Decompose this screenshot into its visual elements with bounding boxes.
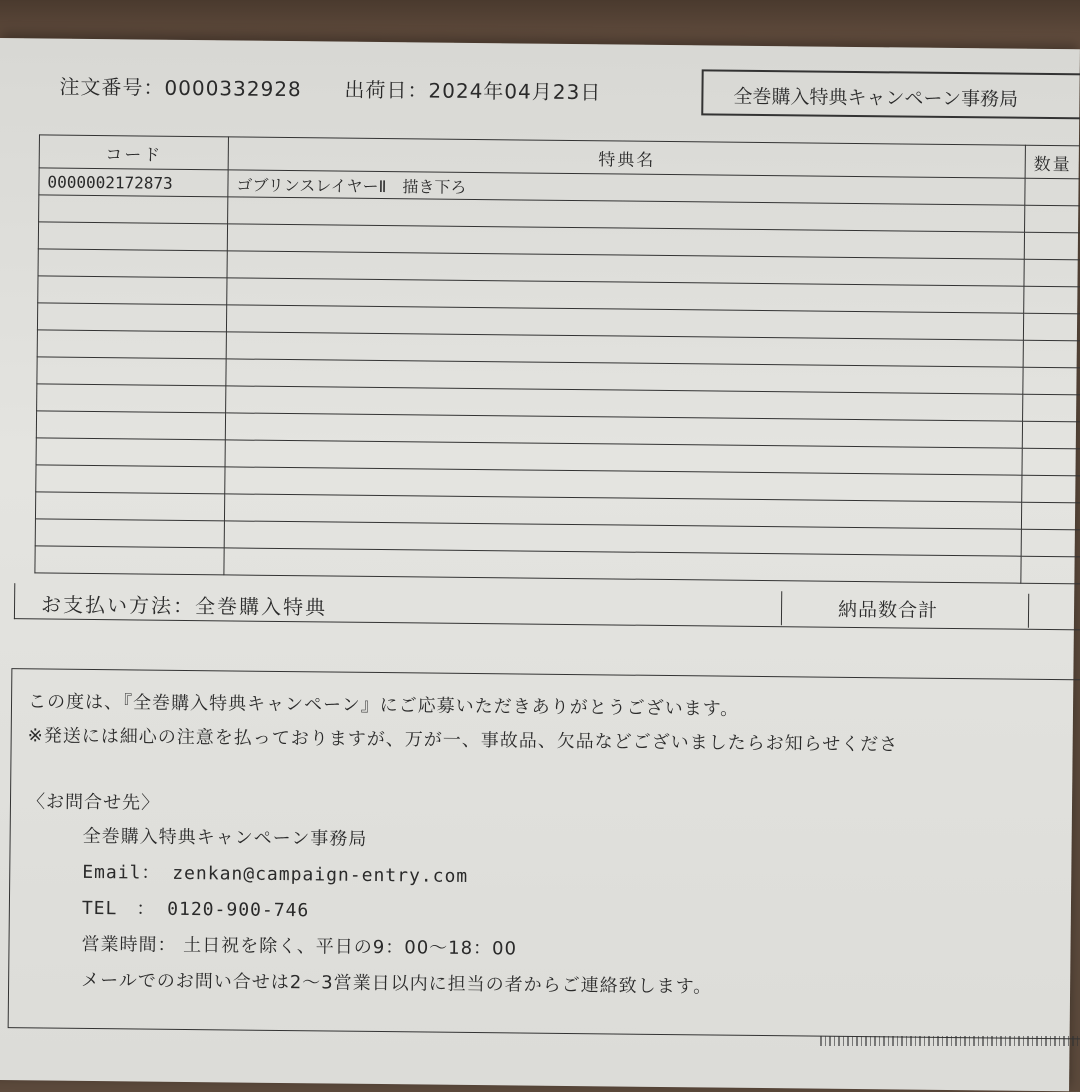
empty-cell [1022,421,1080,450]
items-table [34,134,1080,585]
shipping-note: ※発送には細心の注意を払っておりますが、万が一、事故品、欠品などございましたらお知らせくださ [27,725,899,756]
thanks-message: この度は、『全巻購入特典キャンペーン』にご応募いただきありがとうございます。 [27,691,740,720]
empty-cell [39,195,228,224]
reply-note: メールでのお問い合せは2～3営業日以内に担当の者からご連絡致します。 [81,969,713,998]
business-hours: 営業時間： 土日祝を除く、平日の9：00～18：00 [81,933,518,960]
item-qty [1025,178,1080,207]
empty-cell [36,438,225,467]
order-number [59,71,302,103]
empty-cell [1025,205,1080,234]
ship-date [344,74,601,106]
barcode-strip [820,1036,1080,1046]
ship-date-value: 2024年04月23日 [428,78,602,105]
notice-box [8,668,1080,1039]
empty-cell [1023,340,1080,369]
empty-cell [1021,529,1080,558]
contact-office: 全巻購入特典キャンペーン事務局 [82,825,368,850]
empty-cell [1023,313,1080,342]
empty-cell [37,330,226,359]
total-label: 納品数合計 [781,591,1029,628]
contact-email: Email： zenkan@campaign-entry.com [82,861,469,887]
empty-cell [36,465,225,494]
empty-cell [1021,502,1080,531]
items-body [35,168,1080,585]
empty-cell [38,276,227,305]
empty-cell [35,519,224,548]
empty-cell [37,384,226,413]
ship-date-label: 出荷日： [344,77,429,103]
item-name: ゴブリンスレイヤーⅡ 描き下ろ [228,170,1025,205]
empty-cell [1022,448,1080,477]
header-name: 特典名 [228,137,1025,178]
empty-cell [1024,232,1080,261]
contact-heading: 〈お問合せ先〉 [26,791,161,814]
empty-cell [1024,286,1080,315]
contact-tel: TEL ： 0120-900-746 [81,897,310,922]
delivery-slip [0,38,1080,1091]
header-code: コード [39,135,228,170]
empty-cell [35,492,224,521]
order-number-label: 注文番号： [59,74,165,100]
empty-cell [37,303,226,332]
empty-cell [1023,367,1080,396]
empty-cell [35,546,224,575]
item-code: 0000002172873 [39,168,228,197]
order-number-value: 0000332928 [164,75,302,102]
empty-cell [37,357,226,386]
payment-row [14,583,1080,631]
empty-cell [1022,475,1080,504]
empty-cell [38,249,227,278]
empty-cell [1023,394,1080,423]
office-name-box: 全巻購入特典キャンペーン事務局 [701,69,1080,119]
empty-cell [1021,556,1080,585]
empty-cell [1024,259,1080,288]
payment-method: お支払い方法：全巻購入特典 [40,592,328,620]
empty-cell [38,222,227,251]
empty-cell [36,411,225,440]
header-qty: 数量 [1025,145,1080,180]
